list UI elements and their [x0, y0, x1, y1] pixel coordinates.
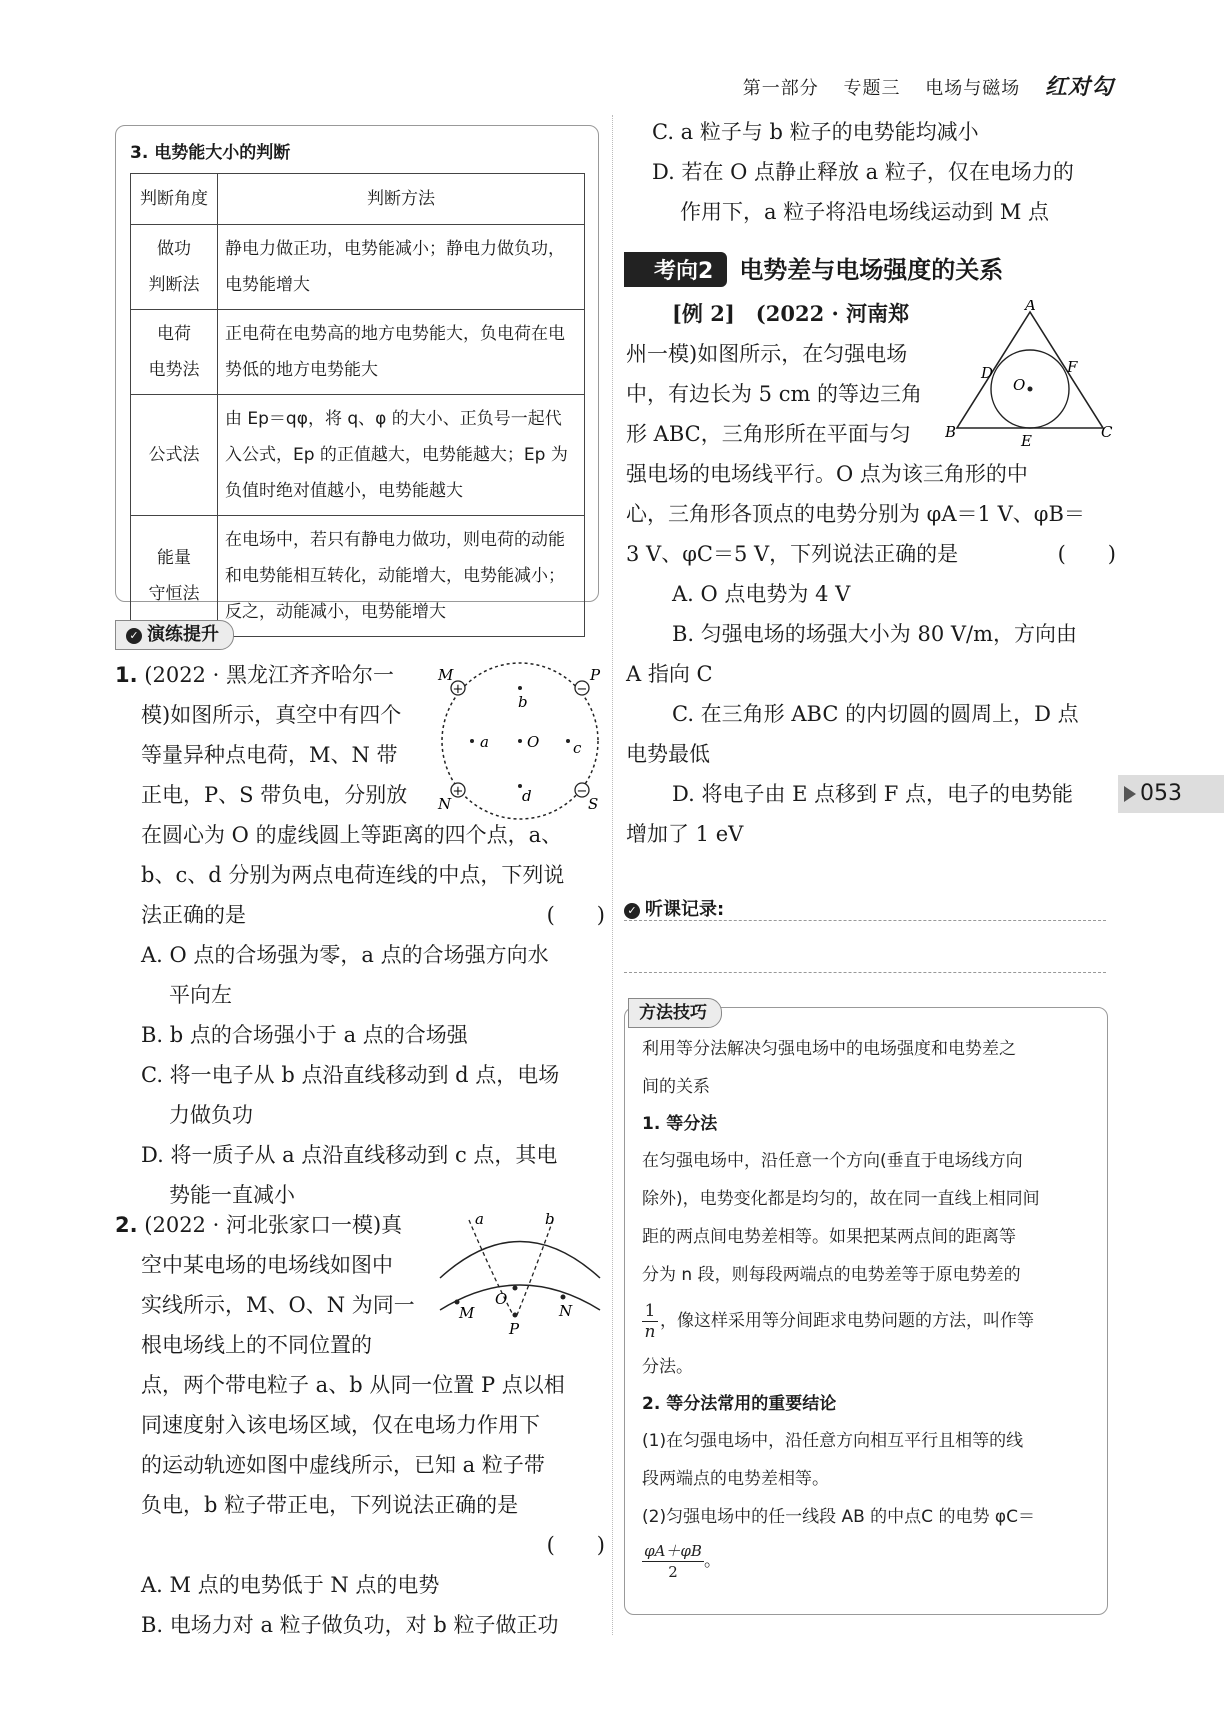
q2-line: 的运动轨迹如图中虚线所示，已知 a 粒子带	[141, 1453, 545, 1477]
option-d: D. 将一质子从 a 点沿直线移动到 c 点，其电	[141, 1143, 558, 1167]
method-content	[642, 1030, 1102, 1586]
table-row	[131, 395, 585, 516]
method-text: ，像这样采用等分间距求电势问题的方法，叫作等	[660, 1311, 1034, 1331]
note-line	[624, 972, 1106, 973]
label-O: O	[1013, 376, 1026, 394]
method-text: 除外)，电势变化都是均匀的，故在同一直线上相同间	[642, 1189, 1040, 1209]
table-cell: 电荷 电势法	[131, 310, 218, 395]
label-b: b	[518, 693, 528, 711]
answer-bracket: ( )	[1057, 542, 1116, 566]
q2-line: 实线所示，M、O、N 为同一	[141, 1293, 415, 1317]
q2-line: 空中某电场的电场线如图中	[141, 1253, 393, 1277]
option-d-cont: 势能一直减小	[169, 1183, 295, 1207]
method-fraction-line	[642, 1294, 1102, 1348]
label-a: a	[480, 733, 489, 751]
label-M: M	[459, 1304, 475, 1322]
header-part: 第一部分	[742, 78, 819, 99]
method-tag: 方法技巧	[628, 998, 722, 1028]
fraction-numerator: 1	[644, 1300, 656, 1321]
table-cell: 在电场中，若只有静电力做功，则电荷的动能和电势能相互转化，动能增大，电势能减小；反之，动能减小，电势能增大	[218, 516, 585, 637]
q2-continued	[626, 112, 1116, 232]
option-d-cont: 作用下，a 粒子将沿电场线运动到 M 点	[680, 200, 1050, 224]
option-c: C. a 粒子与 b 粒子的电势能均减小	[652, 120, 979, 144]
header-topic: 专题三	[843, 78, 901, 99]
ex2-line: 州一模)如图所示，在匀强电场	[626, 342, 908, 366]
label-O: O	[495, 1290, 508, 1308]
option-a: A. O 点的合场强为零，a 点的合场强方向水	[141, 943, 549, 967]
label-C: C	[1101, 423, 1113, 441]
ex2-line: 形 ABC，三角形所在平面与匀	[626, 422, 911, 446]
method-text: 段两端点的电势差相等。	[642, 1469, 829, 1489]
method-text: 分法。	[642, 1357, 693, 1377]
table-cell: 静电力做正功，电势能减小；静电力做负功，电势能增大	[218, 225, 585, 310]
option-b: B. 匀强电场的场强大小为 80 V/m，方向由	[672, 622, 1078, 646]
option-d: D. 将电子由 E 点移到 F 点，电子的电势能	[672, 782, 1074, 806]
check-icon: ✓	[624, 903, 640, 919]
q1-line: 等量异种点电荷，M、N 带	[141, 743, 398, 767]
table-header: 判断角度	[131, 174, 218, 225]
table-header-row	[131, 174, 585, 225]
method-text: 利用等分法解决匀强电场中的电场强度和电势差之	[642, 1039, 1016, 1059]
section-title: 电势差与电场强度的关系	[739, 256, 1004, 284]
method-text: (2)匀强电场中的任一线段 AB 的中点C 的电势 φC＝	[642, 1507, 1035, 1527]
answer-bracket: ( )	[546, 1533, 605, 1557]
label-P: P	[509, 1320, 520, 1338]
option-b-cont: A 指向 C	[626, 662, 713, 686]
q1-line: (2022 · 黑龙江齐齐哈尔一	[144, 663, 394, 687]
practice-tag-label: 演练提升	[147, 624, 219, 645]
svg-text:−: −	[576, 682, 588, 697]
fraction-denominator: n	[644, 1321, 656, 1342]
svg-text:+: +	[452, 784, 464, 799]
table-header: 判断方法	[218, 174, 585, 225]
formula-denominator: 2	[668, 1562, 678, 1581]
note-line	[624, 920, 1106, 921]
label-M: M	[438, 666, 454, 684]
option-d-cont: 增加了 1 eV	[626, 822, 744, 846]
charge-circle-figure	[430, 655, 610, 825]
label-B: B	[945, 423, 957, 441]
table-cell: 能量 守恒法	[131, 516, 218, 637]
q2-line: 点，两个带电粒子 a、b 从同一位置 P 点以相	[141, 1373, 565, 1397]
label-A: A	[1025, 300, 1036, 314]
svg-text:−: −	[576, 784, 588, 799]
option-d: D. 若在 O 点静止释放 a 粒子，仅在电场力的	[652, 160, 1074, 184]
method-text: 间的关系	[642, 1077, 710, 1097]
ex2-line: [例 2] (2022 · 河南郑	[672, 301, 910, 326]
table-row	[131, 516, 585, 637]
judgment-table	[130, 173, 585, 637]
option-a-cont: 平向左	[169, 983, 232, 1007]
section-header	[624, 250, 1003, 287]
ex2-line: 强电场的电场线平行。O 点为该三角形的中	[626, 462, 1028, 486]
field-line-figure	[435, 1210, 605, 1340]
q2-line: 负电，b 粒子带正电，下列说法正确的是	[141, 1493, 519, 1517]
question-number: 1.	[115, 663, 138, 687]
option-c: C. 将一电子从 b 点沿直线移动到 d 点，电场	[141, 1063, 560, 1087]
option-b: B. b 点的合场强小于 a 点的合场强	[141, 1023, 468, 1047]
practice-tag	[115, 620, 234, 650]
answer-bracket: ( )	[546, 903, 605, 927]
method-text: 在匀强电场中，沿任意一个方向(垂直于电场线方向	[642, 1151, 1023, 1171]
method-text: 距的两点间电势差相等。如果把某两点间的距离等	[642, 1227, 1016, 1247]
label-O: O	[527, 733, 540, 751]
label-D: D	[981, 364, 994, 382]
option-c: C. 在三角形 ABC 的内切圆的圆周上，D 点	[672, 702, 1079, 726]
ex2-line: 3 V、φC＝5 V，下列说法正确的是	[626, 542, 959, 566]
q1-line: b、c、d 分别为两点电荷连线的中点，下列说	[141, 863, 565, 887]
option-b: B. 电场力对 a 粒子做负功，对 b 粒子做正功	[141, 1613, 559, 1637]
section-badge: 考向2	[624, 252, 727, 287]
option-a: A. O 点电势为 4 V	[672, 582, 851, 606]
label-b: b	[545, 1210, 555, 1228]
q2-line: 根电场线上的不同位置的	[141, 1333, 372, 1357]
page-number: 053	[1118, 775, 1224, 813]
table-cell: 公式法	[131, 395, 218, 516]
label-d: d	[522, 787, 532, 805]
q2-line: 同速度射入该电场区域，仅在电场力作用下	[141, 1413, 540, 1437]
svg-text:+: +	[452, 682, 464, 697]
ex2-line: 中，有边长为 5 cm 的等边三角	[626, 382, 923, 406]
question-number: 2.	[115, 1213, 138, 1237]
formula-numerator: φA＋φB	[644, 1541, 702, 1560]
q1-line: 在圆心为 O 的虚线圆上等距离的四个点，a、	[141, 823, 563, 847]
brand-logo: 红对勾	[1044, 75, 1114, 100]
label-P: P	[590, 666, 601, 684]
q1-line: 正电，P、S 带负电，分别放	[141, 783, 408, 807]
option-c-cont: 力做负功	[169, 1103, 253, 1127]
label-a: a	[475, 1210, 484, 1228]
table-row	[131, 225, 585, 310]
label-E: E	[1021, 432, 1032, 450]
label-F: F	[1067, 358, 1078, 376]
method-formula-line	[642, 1536, 1102, 1586]
running-header	[725, 70, 1114, 101]
q2-line: (2022 · 河北张家口一模)真	[144, 1213, 403, 1237]
notes-label-text: 听课记录:	[645, 899, 725, 920]
label-N: N	[438, 795, 452, 813]
method-heading: 2. 等分法常用的重要结论	[642, 1394, 837, 1414]
ex2-line: 心，三角形各顶点的电势分别为 φA＝1 V、φB＝	[626, 502, 1085, 526]
table-row	[131, 310, 585, 395]
check-icon: ✓	[126, 628, 142, 644]
option-c-cont: 电势最低	[626, 742, 710, 766]
table-cell: 由 Ep＝qφ，将 q、φ 的大小、正负号一起代入公式，Ep 的正值越大，电势能越大；Ep 为负值时绝对值越小，电势能越大	[218, 395, 585, 516]
label-N: N	[559, 1302, 573, 1320]
table-cell: 正电荷在电势高的地方电势能大，负电荷在电势低的地方电势能大	[218, 310, 585, 395]
box-title: 3. 电势能大小的判断	[130, 143, 291, 163]
label-S: S	[588, 795, 599, 813]
method-text: 分为 n 段，则每段两端点的电势差等于原电势差的	[642, 1265, 1021, 1285]
method-text: 。	[704, 1551, 721, 1571]
table-cell: 做功 判断法	[131, 225, 218, 310]
method-heading: 1. 等分法	[642, 1114, 718, 1134]
q1-line: 模)如图所示，真空中有四个	[141, 703, 402, 727]
header-subject: 电场与磁场	[925, 78, 1021, 99]
label-c: c	[573, 739, 582, 757]
q1-line: 法正确的是	[141, 903, 246, 927]
column-divider	[612, 115, 613, 1635]
triangle-figure	[945, 300, 1115, 450]
method-text: (1)在匀强电场中，沿任意方向相互平行且相等的线	[642, 1431, 1024, 1451]
option-a: A. M 点的电势低于 N 点的电势	[141, 1573, 440, 1597]
